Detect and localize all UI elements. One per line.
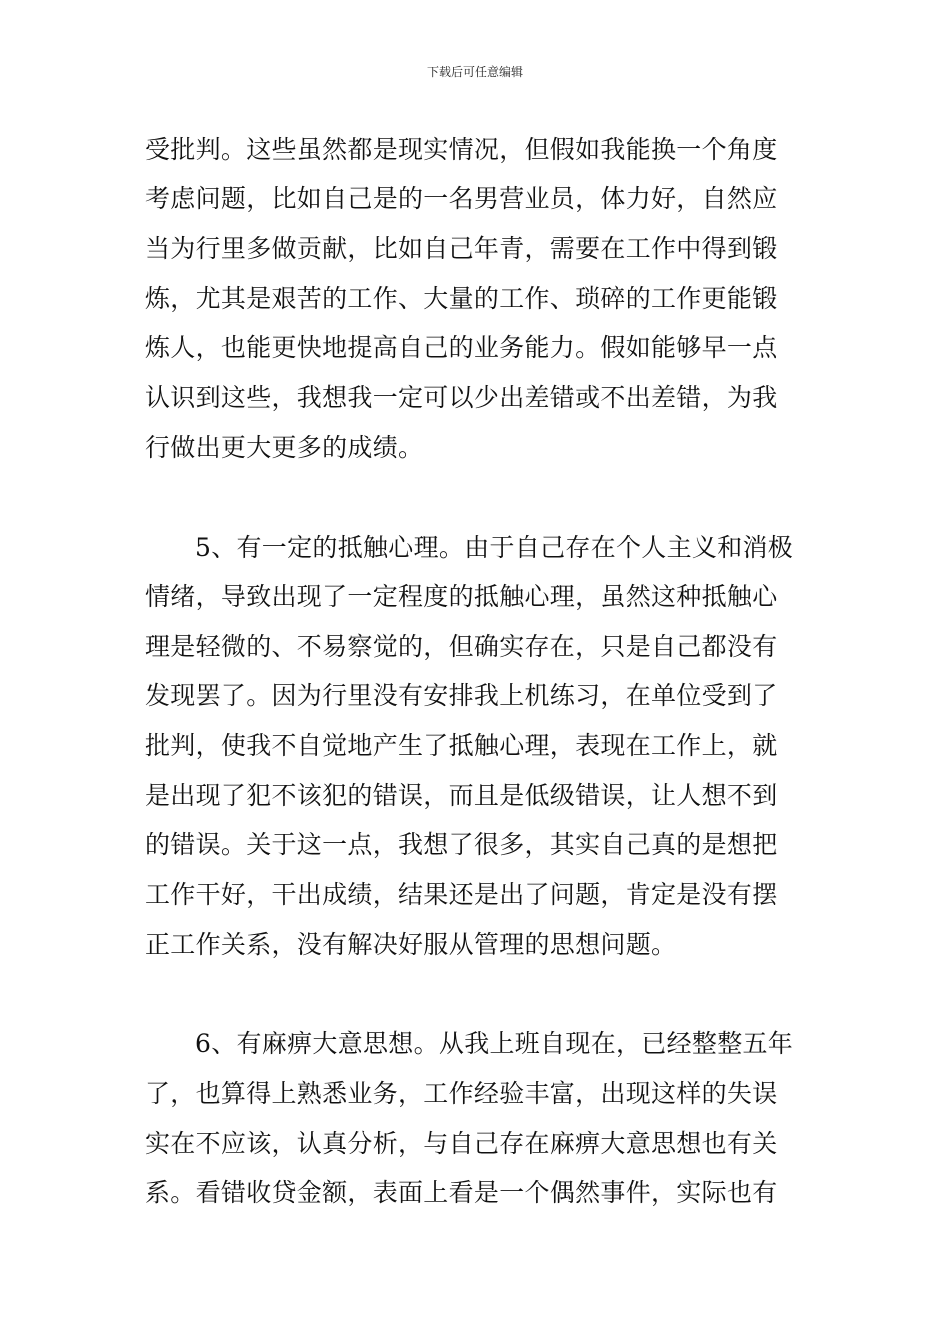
paragraph-3-line-2: 了，也算得上熟悉业务，工作经验丰富，出现这样的失误: [145, 1079, 778, 1108]
paragraph-1-line-7: 行做出更大更多的成绩。: [145, 433, 424, 462]
paragraph-2-line-1: 5、有一定的抵触心理。由于自己存在个人主义和消极: [195, 533, 794, 562]
paragraph-3-line-4: 系。看错收贷金额，表面上看是一个偶然事件，实际也有: [145, 1178, 778, 1207]
paragraph-2-line-4: 发现罢了。因为行里没有安排我上机练习，在单位受到了: [145, 681, 778, 710]
paragraph-3-line-1: 6、有麻痹大意思想。从我上班自现在，已经整整五年: [195, 1029, 794, 1058]
paragraph-3-line-3: 实在不应该，认真分析，与自己存在麻痹大意思想也有关: [145, 1129, 778, 1158]
paragraph-2-line-7: 的错误。关于这一点，我想了很多，其实自己真的是想把: [145, 830, 778, 859]
page-header: 下载后可任意编辑: [426, 65, 523, 79]
paragraph-2-line-9: 正工作关系，没有解决好服从管理的思想问题。: [145, 930, 677, 959]
paragraph-2-line-3: 理是轻微的、不易察觉的，但确实存在，只是自己都没有: [145, 632, 778, 661]
paragraph-2-line-6: 是出现了犯不该犯的错误，而且是低级错误，让人想不到: [145, 781, 778, 810]
paragraph-1-line-5: 炼人，也能更快地提高自己的业务能力。假如能够早一点: [145, 333, 778, 362]
paragraph-1-line-2: 考虑问题，比如自己是的一名男营业员，体力好，自然应: [145, 184, 778, 213]
paragraph-2-line-5: 批判，使我不自觉地产生了抵触心理，表现在工作上，就: [145, 731, 778, 760]
paragraph-2-line-8: 工作干好，干出成绩，结果还是出了问题，肯定是没有摆: [145, 880, 778, 909]
paragraph-2-line-2: 情绪，导致出现了一定程度的抵触心理，虽然这种抵触心: [145, 582, 778, 611]
paragraph-1-line-6: 认识到这些，我想我一定可以少出差错或不出差错，为我: [145, 383, 778, 412]
paragraph-1-line-3: 当为行里多做贡献，比如自己年青，需要在工作中得到锻: [145, 234, 778, 263]
paragraph-1-line-1: 受批判。这些虽然都是现实情况，但假如我能换一个角度: [145, 135, 778, 164]
paragraph-1-line-4: 炼，尤其是艰苦的工作、大量的工作、琐碎的工作更能锻: [145, 284, 778, 313]
